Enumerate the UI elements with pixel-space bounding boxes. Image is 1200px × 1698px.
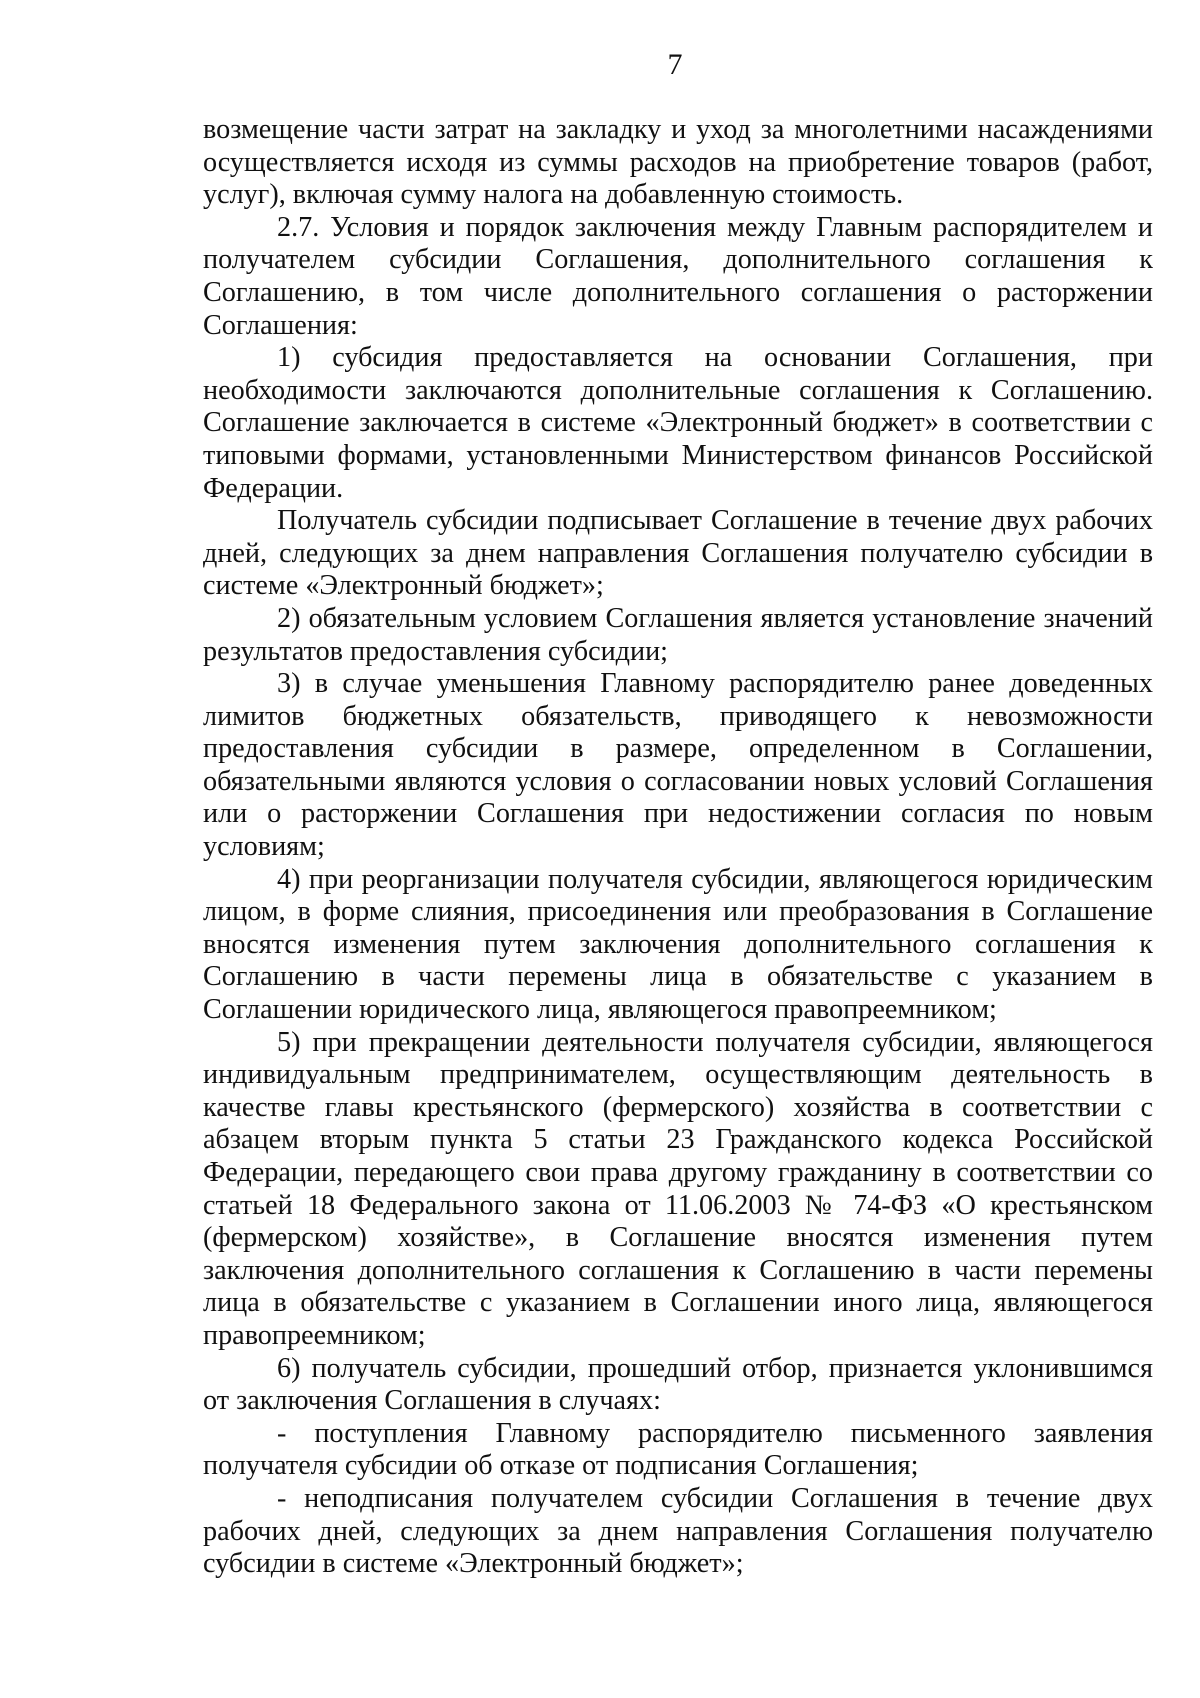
paragraph-section-2-7: 2.7. Условия и порядок заключения между Главным распорядителем и получателем субсидии Соглашения, дополнительного соглашения к Соглашению, в том числе дополнительного соглашения о расторжении Соглашения: [203, 211, 1153, 341]
document-body [203, 114, 1153, 1581]
page-number: 7 [667, 48, 683, 81]
paragraph-item-1-signing: Получатель субсидии подписывает Соглашение в течение двух рабочих дней, следующих за днем направления Соглашения получателю субсидии в системе «Электронный бюджет»; [203, 505, 1153, 602]
paragraph-reimbursement-continuation: возмещение части затрат на закладку и уход за многолетними насаждениями осуществляется исходя из суммы расходов на приобретение товаров (работ, услуг), включая сумму налога на добавленную стоимость. [203, 114, 1153, 211]
paragraph-item-3: 3) в случае уменьшения Главному распорядителю ранее доведенных лимитов бюджетных обязательств, приводящего к невозможности предоставления субсидии в размере, определенном в Соглашении, обязательными являются условия о согласовании новых условий Соглашения или о расторжении Соглашения при недостижении согласия по новым условиям; [203, 668, 1153, 863]
paragraph-item-2: 2) обязательным условием Соглашения является установление значений результатов предоставления субсидии; [203, 602, 1153, 667]
paragraph-item-6-case-1: - поступления Главному распорядителю письменного заявления получателя субсидии об отказе от подписания Соглашения; [203, 1417, 1153, 1482]
paragraph-item-5: 5) при прекращении деятельности получателя субсидии, являющегося индивидуальным предпринимателем, осуществляющим деятельность в качестве главы крестьянского (фермерского) хозяйства в соответствии с абзацем вторым пункта 5 статьи 23 Гражданского кодекса Российской Федерации, передающего свои права другому гражданину в соответствии со статьей 18 Федерального закона от 11.06.2003 № 74-ФЗ «О крестьянском (фермерском) хозяйстве», в Соглашение вносятся изменения путем заключения дополнительного соглашения к Соглашению в части перемены лица в обязательстве с указанием в Соглашении иного лица, являющегося правопреемником; [203, 1026, 1153, 1351]
paragraph-item-6-case-2: - неподписания получателем субсидии Соглашения в течение двух рабочих дней, следующих за днем направления Соглашения получателю субсидии в системе «Электронный бюджет»; [203, 1482, 1153, 1580]
paragraph-item-1: 1) субсидия предоставляется на основании Соглашения, при необходимости заключаются дополнительные соглашения к Соглашению. Соглашение заключается в системе «Электронный бюджет» в соответствии с типовыми формами, установленными Министерством финансов Российской Федерации. [203, 342, 1153, 504]
paragraph-item-6: 6) получатель субсидии, прошедший отбор, признается уклонившимся от заключения Соглашения в случаях: [203, 1352, 1153, 1417]
paragraph-item-4: 4) при реорганизации получателя субсидии, являющегося юридическим лицом, в форме слияния, присоединения или преобразования в Соглашение вносятся изменения путем заключения дополнительного соглашения к Соглашению в части перемены лица в обязательстве с указанием в Соглашении юридического лица, являющегося правопреемником; [203, 863, 1153, 1026]
